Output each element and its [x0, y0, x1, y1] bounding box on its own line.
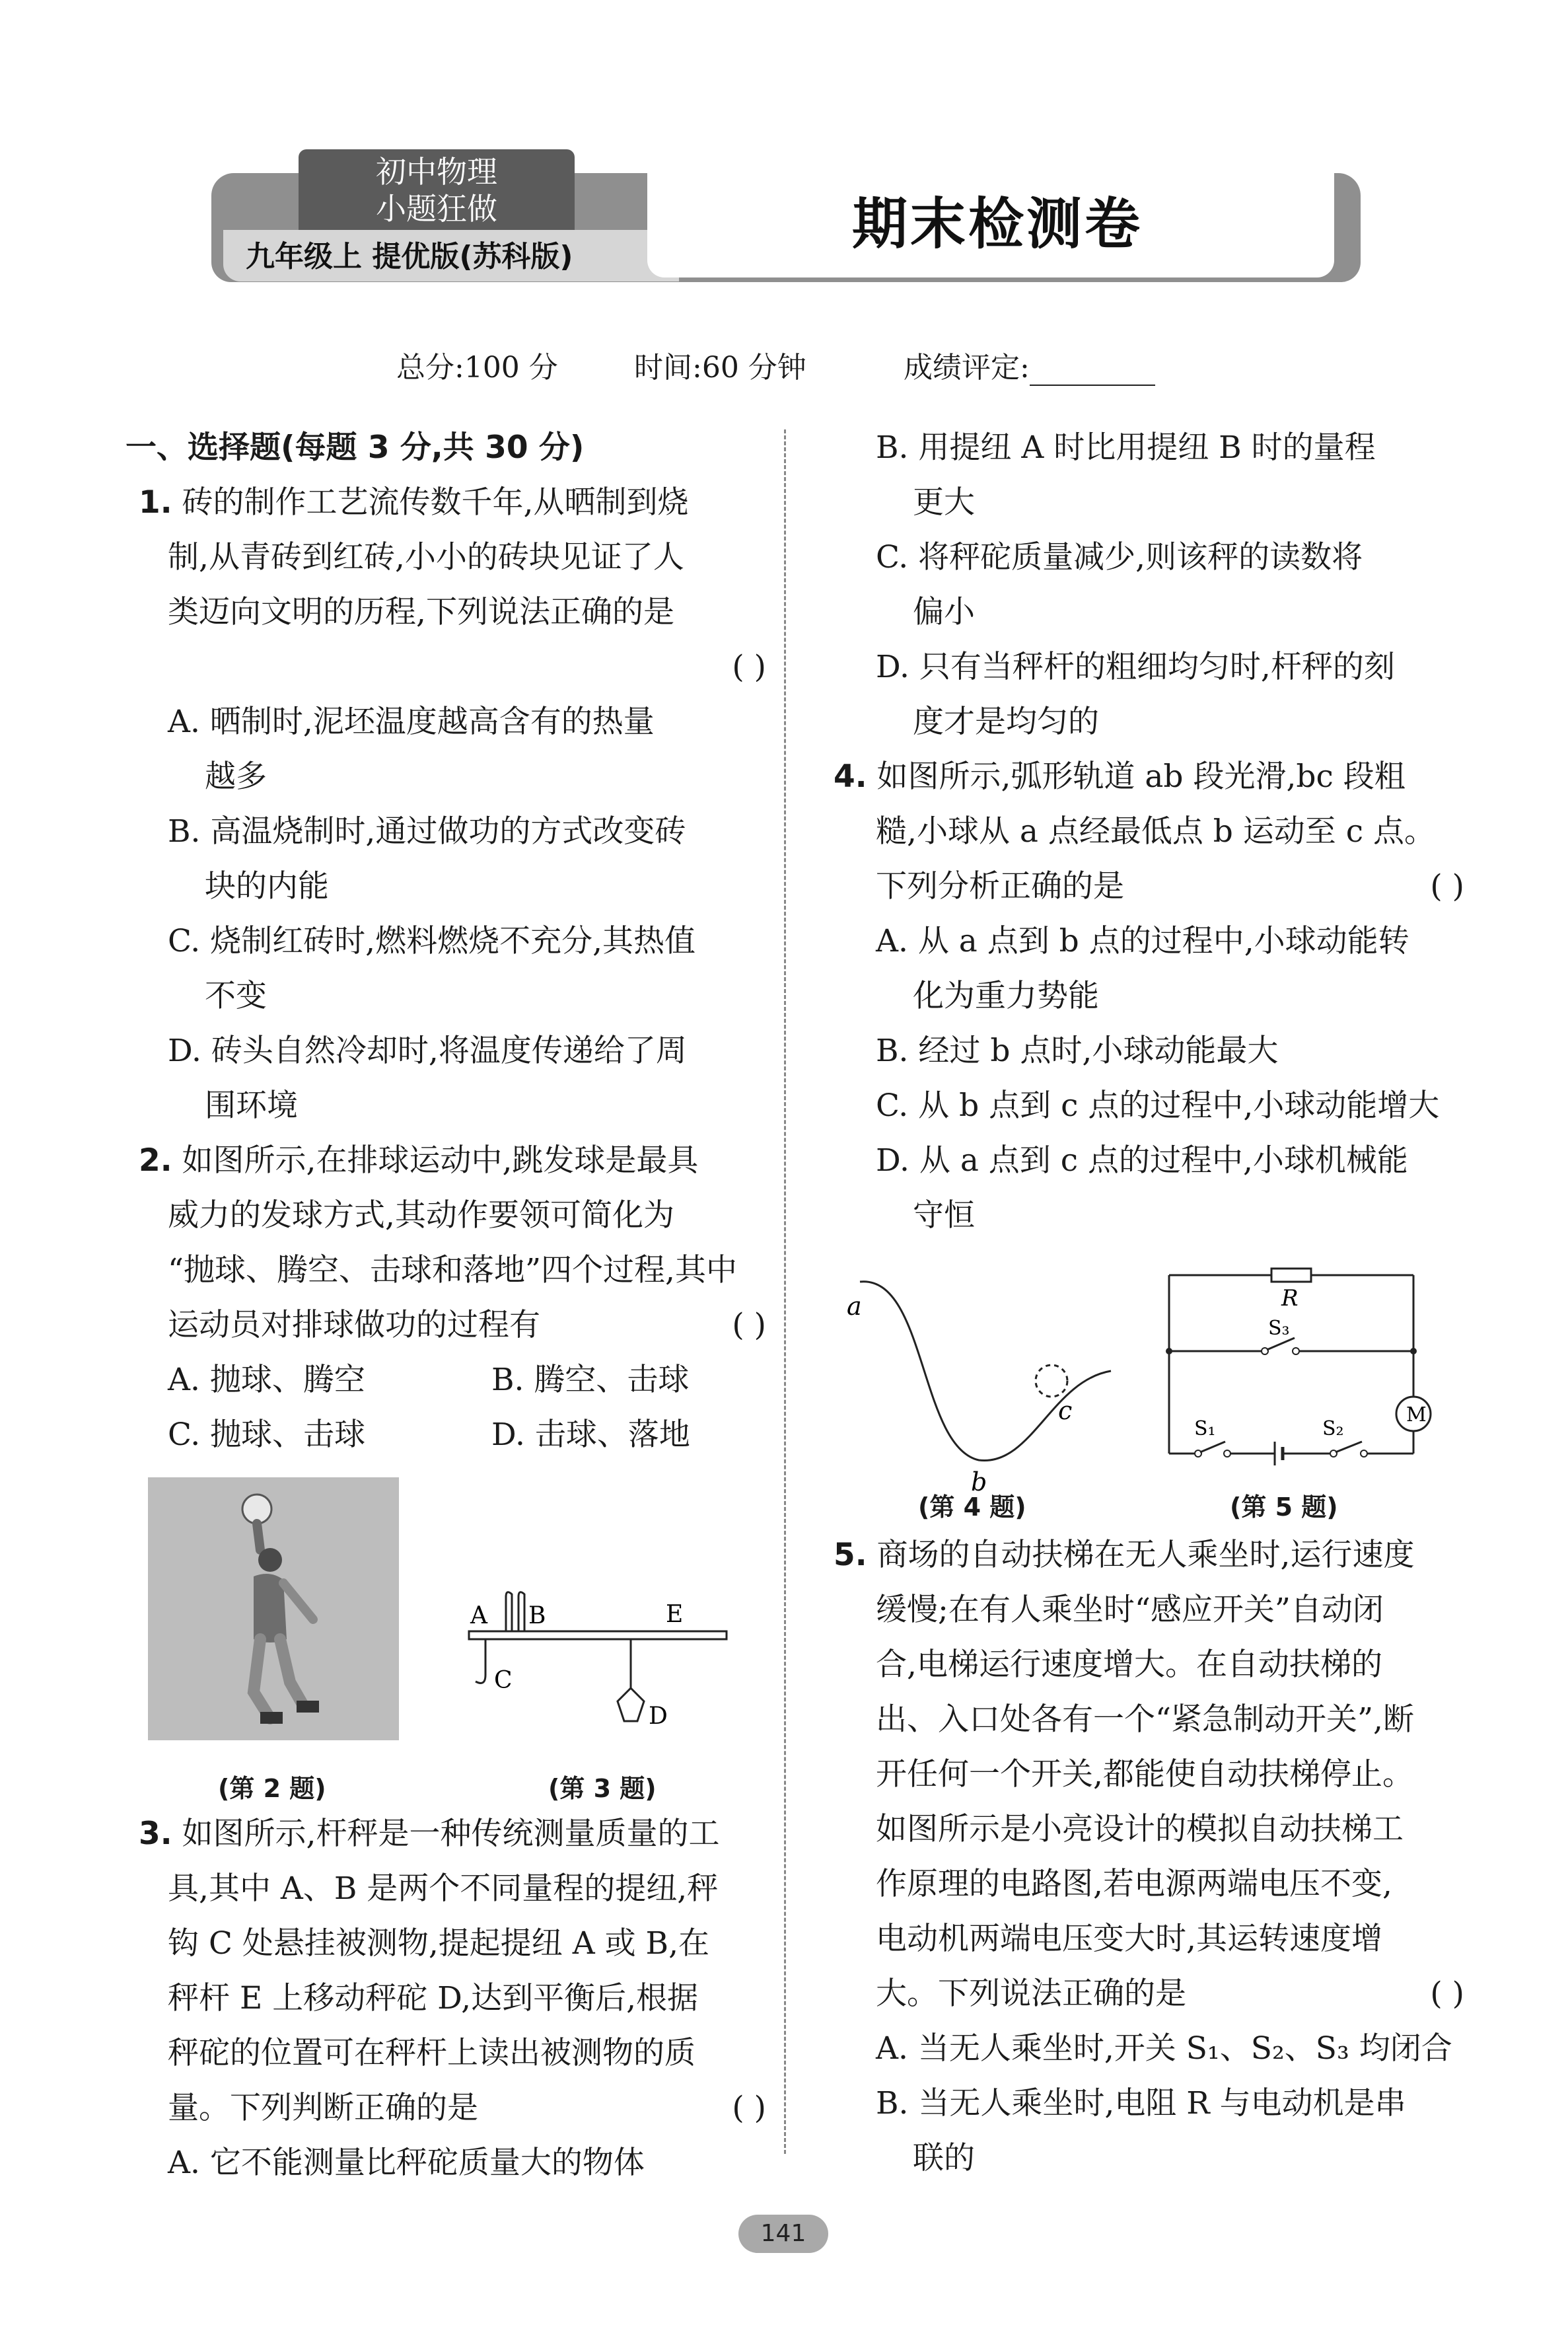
q5-line-4: 出、入口处各有一个“紧急制动开关”,断 — [876, 1701, 1414, 1738]
q5-line-1: 5. 商场的自动扶梯在无人乘坐时,运行速度 — [834, 1537, 1415, 1573]
q1-line-2: 制,从青砖到红砖,小小的砖块见证了人 — [168, 539, 684, 575]
point-a: a — [847, 1292, 862, 1321]
resistor-r — [1271, 1269, 1311, 1282]
label-r: R — [1281, 1285, 1299, 1311]
series-badge — [299, 149, 575, 230]
q5-line-5: 开任何一个开关,都能使自动扶梯停止。 — [876, 1756, 1413, 1792]
q3-number: 3. — [139, 1816, 172, 1852]
q3-option-b: B. 用提纽 A 时比用提纽 B 时的量程 — [876, 429, 1376, 466]
q2-option-b: B. 腾空、击球 — [491, 1362, 690, 1398]
q2-line-4: 运动员对排球做功的过程有 ( ) — [125, 1298, 766, 1352]
steelyard-diagram — [456, 1582, 733, 1741]
label-s3: S₃ — [1268, 1317, 1290, 1340]
q4-answer-paren: ( ) — [1430, 868, 1464, 904]
page-title: 期末检测卷 — [852, 192, 1143, 256]
label-b: B — [528, 1602, 546, 1629]
label-d: D — [649, 1703, 668, 1730]
q2-line-1: 2. 如图所示,在排球运动中,跳发球是最具 — [139, 1142, 699, 1179]
badge-line-1: 初中物理 — [376, 154, 497, 190]
q2-line-3: “抛球、腾空、击球和落地”四个过程,其中 — [168, 1252, 737, 1288]
point-c: c — [1058, 1396, 1073, 1425]
q5-line-3: 合,电梯运行速度增大。在自动扶梯的 — [876, 1646, 1382, 1683]
q5-line-8: 电动机两端电压变大时,其运转速度增 — [876, 1921, 1382, 1957]
q4-line-2: 糙,小球从 a 点经最低点 b 运动至 c 点。 — [876, 813, 1436, 850]
fig3-caption: (第 3 题) — [548, 1774, 657, 1803]
left-column — [125, 420, 766, 1462]
hook-a — [506, 1592, 512, 1631]
q3-line-5: 秤砣的位置可在秤杆上读出被测物的质 — [168, 2035, 695, 2071]
q5-line-9: 大。下列说法正确的是 ( ) — [834, 1966, 1464, 2021]
edition-label: 九年级上 提优版(苏科版) — [246, 240, 573, 274]
fig2-caption: (第 2 题) — [218, 1774, 326, 1803]
column-divider — [784, 429, 786, 2154]
q2-option-d: D. 击球、落地 — [491, 1417, 690, 1453]
q1-option-d-cont: 围环境 — [205, 1088, 298, 1124]
arc-track-diagram — [834, 1262, 1124, 1496]
fig4-caption: (第 4 题) — [918, 1493, 1026, 1522]
q5-block — [834, 1528, 1464, 2186]
label-s2: S₂ — [1322, 1417, 1344, 1440]
q3-line-4: 秤杆 E 上移动秤砣 D,达到平衡后,根据 — [168, 1980, 699, 2016]
grade-field — [904, 344, 1155, 386]
q4-option-a-cont: 化为重力势能 — [913, 978, 1099, 1014]
label-s1: S₁ — [1194, 1417, 1216, 1440]
q4-option-a: A. 从 a 点到 b 点的过程中,小球动能转 — [876, 923, 1409, 959]
q3-line-2: 具,其中 A、B 是两个不同量程的提纽,秤 — [168, 1870, 719, 1907]
total-score: 总分:100 分 — [396, 351, 558, 385]
q3-option-c-cont: 偏小 — [913, 594, 975, 630]
circuit-diagram — [1149, 1255, 1433, 1473]
badge-line-2: 小题狂做 — [376, 191, 497, 227]
q3-option-b-cont: 更大 — [913, 484, 975, 521]
q1-option-b-cont: 块的内能 — [205, 868, 329, 904]
q3-option-d: D. 只有当秤杆的粗细均匀时,杆秤的刻 — [876, 649, 1395, 685]
q1-option-b: B. 高温烧制时,通过做功的方式改变砖 — [168, 813, 686, 850]
q5-line-2: 缓慢;在有人乘坐时“感应开关”自动闭 — [876, 1592, 1384, 1628]
switch-s2 — [1336, 1442, 1362, 1452]
q5-number: 5. — [834, 1537, 867, 1573]
grade-blank — [1030, 355, 1155, 386]
q1-line-1: 1. 砖的制作工艺流传数千年,从晒制到烧 — [139, 484, 689, 521]
page-number: 141 — [738, 2215, 828, 2253]
q2-options-cd — [125, 1407, 766, 1462]
q3-option-d-cont: 度才是均匀的 — [913, 704, 1099, 740]
time-limit: 时间:60 分钟 — [634, 351, 806, 385]
q2-option-a: A. 抛球、腾空 — [168, 1362, 365, 1398]
q1-option-d: D. 砖头自然冷却时,将温度传递给了周 — [168, 1033, 687, 1069]
q5-option-b-cont: 联的 — [913, 2140, 975, 2176]
point-b: b — [971, 1467, 987, 1496]
fig5-caption: (第 5 题) — [1230, 1493, 1338, 1522]
q5-line-6: 如图所示是小亮设计的模拟自动扶梯工 — [876, 1811, 1404, 1847]
section-heading: 一、选择题(每题 3 分,共 30 分) — [125, 429, 585, 466]
q4-line-3: 下列分析正确的是 ( ) — [834, 859, 1464, 914]
q2-answer-paren: ( ) — [732, 1307, 766, 1343]
q3-line-1: 3. 如图所示,杆秤是一种传统测量质量的工 — [139, 1816, 720, 1852]
q4-option-d: D. 从 a 点到 c 点的过程中,小球机械能 — [876, 1142, 1408, 1179]
q1-number: 1. — [139, 484, 172, 521]
q1-option-a-cont: 越多 — [205, 758, 267, 795]
hook-c — [476, 1639, 485, 1683]
q1-option-c: C. 烧制红砖时,燃料燃烧不充分,其热值 — [168, 923, 696, 959]
grade-label: 成绩评定: — [904, 351, 1030, 385]
q2-options-ab — [125, 1352, 766, 1407]
label-a: A — [470, 1602, 487, 1629]
q4-line-1: 4. 如图所示,弧形轨道 ab 段光滑,bc 段粗 — [834, 758, 1406, 795]
q2-line-2: 威力的发球方式,其动作要领可简化为 — [168, 1197, 674, 1234]
label-c: C — [494, 1667, 513, 1694]
q3-answer-paren: ( ) — [732, 2090, 766, 2126]
label-m: M — [1406, 1403, 1427, 1426]
q3-line-3: 钩 C 处悬挂被测物,提起提纽 A 或 B,在 — [168, 1925, 710, 1962]
hook-b — [518, 1592, 524, 1631]
q4-option-d-cont: 守恒 — [913, 1197, 975, 1234]
q3-left — [125, 1806, 766, 2190]
ball-dashed — [1036, 1365, 1067, 1397]
label-e: E — [666, 1601, 684, 1628]
switch-s1 — [1200, 1442, 1225, 1452]
q3-option-c: C. 将秤砣质量减少,则该秤的读数将 — [876, 539, 1363, 575]
q5-line-7: 作原理的电路图,若电源两端电压不变, — [876, 1866, 1392, 1902]
q5-answer-paren: ( ) — [1430, 1975, 1464, 2012]
q2-number: 2. — [139, 1142, 172, 1179]
q4-option-b: B. 经过 b 点时,小球动能最大 — [876, 1033, 1279, 1069]
q4-option-c: C. 从 b 点到 c 点的过程中,小球动能增大 — [876, 1088, 1440, 1124]
volleyball-photo — [148, 1477, 399, 1740]
q2-option-c: C. 抛球、击球 — [168, 1417, 366, 1453]
q1-option-c-cont: 不变 — [205, 978, 267, 1014]
q3-option-a: A. 它不能测量比秤砣质量大的物体 — [168, 2145, 645, 2181]
q5-option-a: A. 当无人乘坐时,开关 S₁、S₂、S₃ 均闭合 — [876, 2030, 1452, 2067]
q1-line-3: 类迈向文明的历程,下列说法正确的是 — [168, 594, 674, 630]
q3-line-6: 量。下列判断正确的是 ( ) — [125, 2081, 766, 2135]
arc-track — [860, 1282, 1111, 1461]
q1-answer-paren: ( ) — [732, 649, 766, 685]
q4-number: 4. — [834, 758, 867, 795]
q1-paren-line — [125, 640, 766, 694]
right-column — [834, 420, 1464, 1243]
q5-option-b: B. 当无人乘坐时,电阻 R 与电动机是串 — [876, 2085, 1406, 2122]
q1-option-a: A. 晒制时,泥坯温度越高含有的热量 — [168, 704, 655, 740]
counterweight-d — [618, 1688, 644, 1721]
